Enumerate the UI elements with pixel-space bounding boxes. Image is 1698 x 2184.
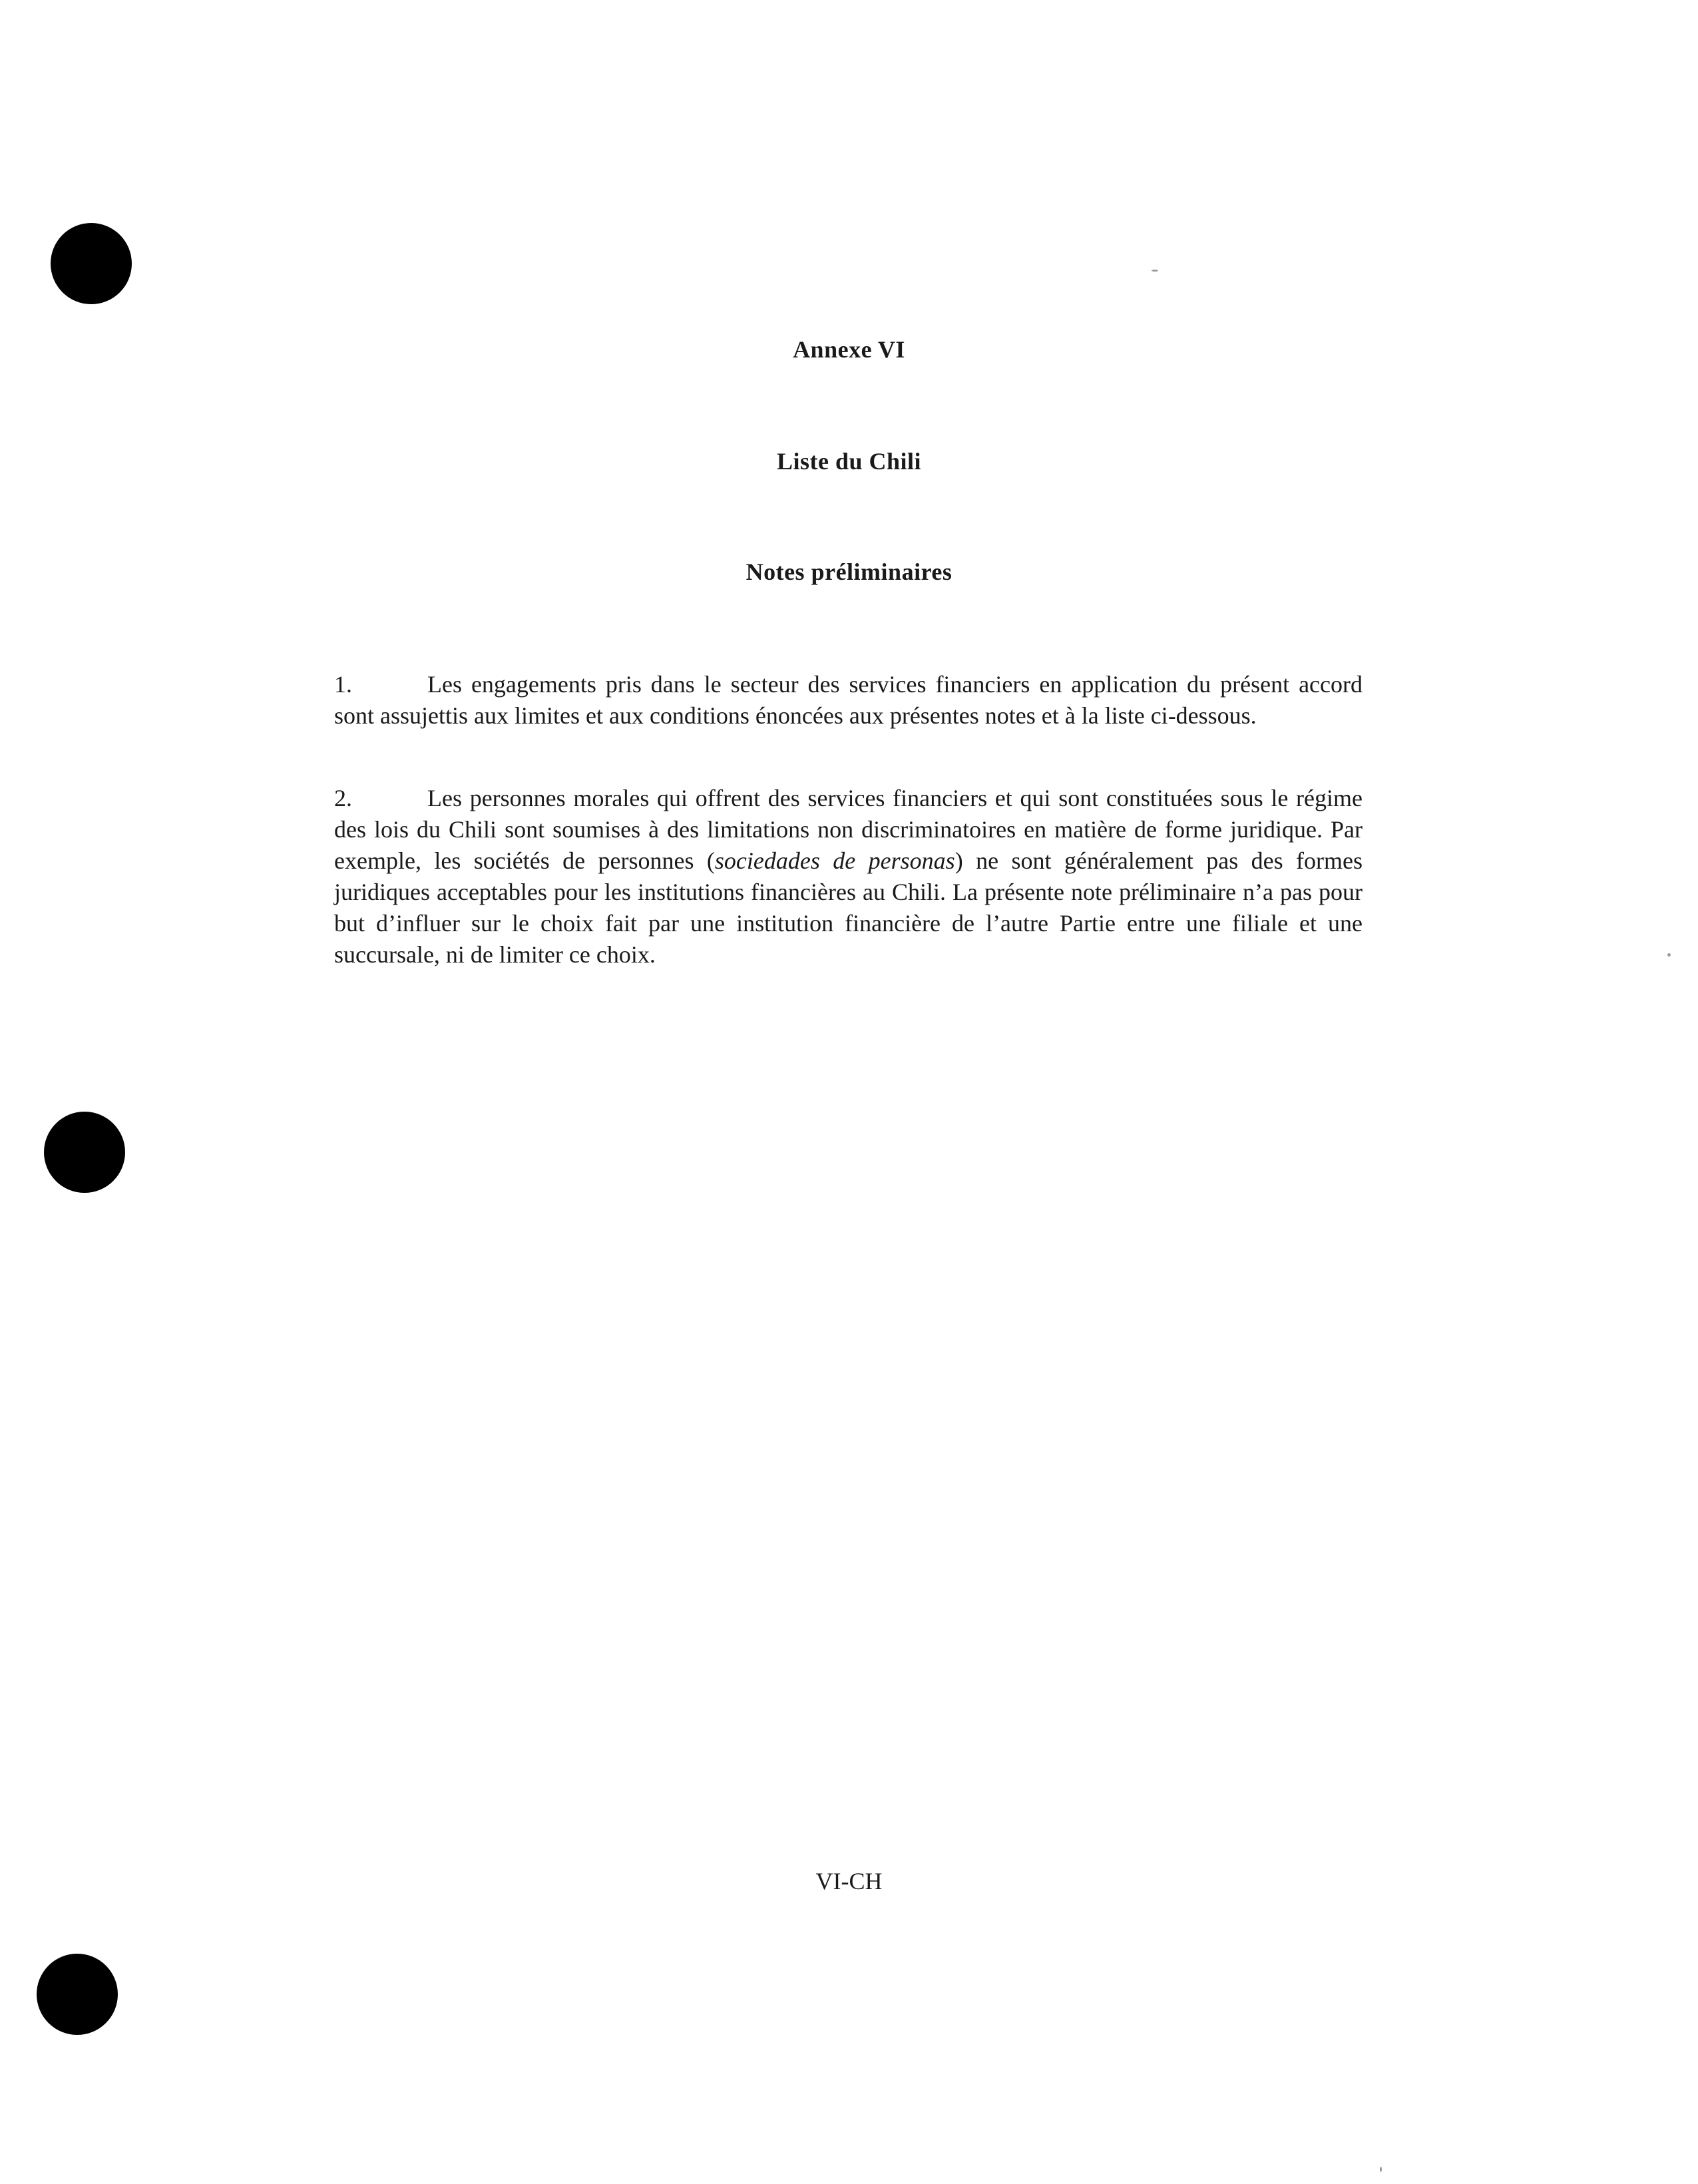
note-paragraph-2: [334, 783, 1363, 971]
note-paragraph-1: [334, 669, 1363, 732]
note-number: 2.: [334, 785, 352, 811]
note-text: Les engagements pris dans le secteur des services financiers en application du présent accord sont assujettis aux limites et aux conditions énoncées aux présentes notes et à la liste ci-dessous.: [334, 671, 1363, 729]
annex-title: Annexe VI: [793, 336, 905, 363]
punch-hole-middle: [44, 1112, 125, 1193]
note-text-part: Les personnes morales qui offrent des services financiers et qui sont constituées sous le régime des lois du Chili sont soumises à des limitations non discriminatoires en matière de forme juridique. Par exemple, les sociétés de personnes (: [334, 785, 1363, 874]
note-text-part: ) ne sont généralement pas des formes juridiques acceptables pour les institutions financières au Chili. La présente note préliminaire n’a pas pour but d’influer sur le choix fait par une institution financière de l’autre Partie entre une filiale et une succursale, ni de limiter ce choix.: [334, 847, 1363, 968]
punch-hole-top: [51, 223, 132, 304]
notes-title: Notes préliminaires: [745, 558, 953, 585]
scan-speck: [1152, 270, 1158, 272]
note-text: [334, 785, 1363, 968]
page-number: VI-CH: [815, 1868, 883, 1894]
scan-speck: [1380, 2167, 1382, 2172]
punch-hole-bottom: [37, 1954, 118, 2035]
scan-speck: [1667, 953, 1671, 957]
list-title: Liste du Chili: [776, 448, 922, 475]
note-italic-term: sociedades de personas: [714, 847, 955, 874]
note-number: 1.: [334, 671, 352, 698]
